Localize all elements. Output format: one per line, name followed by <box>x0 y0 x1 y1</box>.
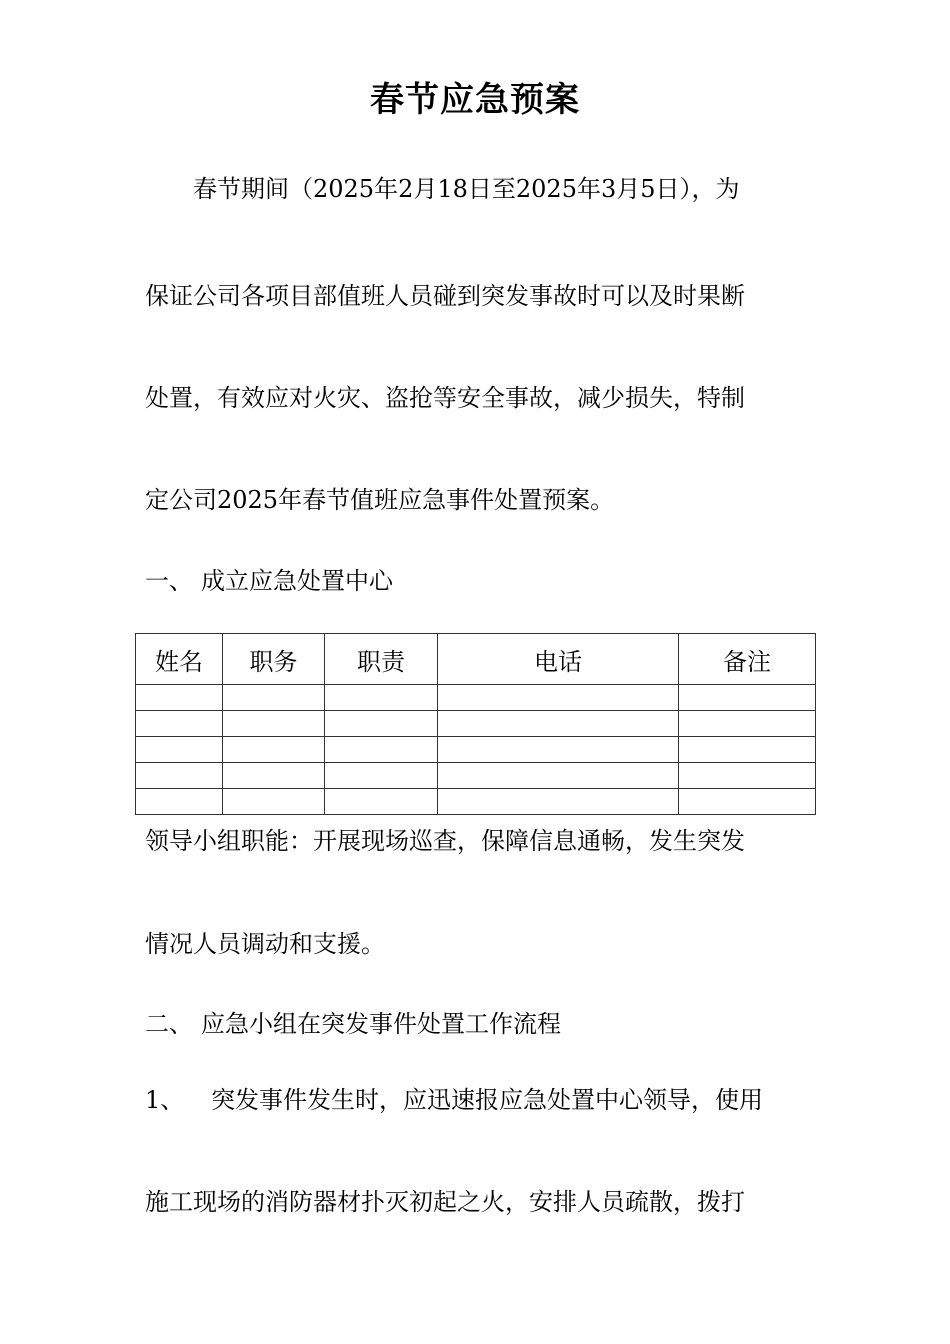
item-text: 突发事件发生时，应迅速报应急处置中心领导，使用 <box>211 1086 763 1114</box>
document-title: 春节应急预案 <box>370 80 580 120</box>
table-cell <box>438 763 679 789</box>
table-cell <box>679 737 816 763</box>
table-header-cell: 电话 <box>438 634 679 685</box>
section-heading-text: 应急小组在突发事件处置工作流程 <box>201 1010 561 1038</box>
table-cell <box>679 763 816 789</box>
table-cell <box>438 685 679 711</box>
item-1-line-1 <box>145 1084 763 1116</box>
table-cell <box>136 789 223 815</box>
table-row <box>136 763 816 789</box>
table-cell <box>223 763 325 789</box>
table-cell <box>223 685 325 711</box>
table-cell <box>679 789 816 815</box>
table-header-cell: 姓名 <box>136 634 223 685</box>
table-header-cell: 职务 <box>223 634 325 685</box>
table-cell <box>325 737 438 763</box>
section-heading-1 <box>145 565 393 597</box>
table-header-cell: 备注 <box>679 634 816 685</box>
leader-duty-line-1: 领导小组职能：开展现场巡查，保障信息通畅，发生突发 <box>145 827 745 855</box>
table-cell <box>136 711 223 737</box>
table-cell <box>438 789 679 815</box>
table-cell <box>136 737 223 763</box>
table-cell <box>438 737 679 763</box>
table-cell <box>325 763 438 789</box>
table-cell <box>223 737 325 763</box>
table-cell <box>136 685 223 711</box>
table-cell <box>223 711 325 737</box>
table-cell <box>679 711 816 737</box>
table-cell <box>223 789 325 815</box>
item-number: 1、 <box>145 1086 185 1114</box>
table-cell <box>325 711 438 737</box>
table-cell <box>438 711 679 737</box>
intro-line-4: 定公司2025年春节值班应急事件处置预案。 <box>145 486 615 514</box>
table-row <box>136 711 816 737</box>
intro-line-2: 保证公司各项目部值班人员碰到突发事故时可以及时果断 <box>145 282 745 310</box>
intro-line-3: 处置，有效应对火灾、盗抢等安全事故，减少损失，特制 <box>145 384 745 412</box>
section-number: 二、 <box>145 1010 193 1038</box>
intro-line-1: 春节期间（2025年2月18日至2025年3月5日），为 <box>193 175 740 203</box>
leader-duty-line-2: 情况人员调动和支援。 <box>145 930 385 958</box>
emergency-center-table <box>135 633 816 815</box>
table-row <box>136 685 816 711</box>
section-heading-2 <box>145 1008 561 1040</box>
table-header-cell: 职责 <box>325 634 438 685</box>
section-heading-text: 成立应急处置中心 <box>201 567 393 595</box>
section-number: 一、 <box>145 567 193 595</box>
table-cell <box>325 685 438 711</box>
table-cell <box>136 763 223 789</box>
table-row <box>136 789 816 815</box>
item-1-line-2: 施工现场的消防器材扑灭初起之火，安排人员疏散，拨打 <box>145 1188 745 1216</box>
table-cell <box>679 685 816 711</box>
table-header-row <box>136 634 816 685</box>
table-cell <box>325 789 438 815</box>
table-row <box>136 737 816 763</box>
